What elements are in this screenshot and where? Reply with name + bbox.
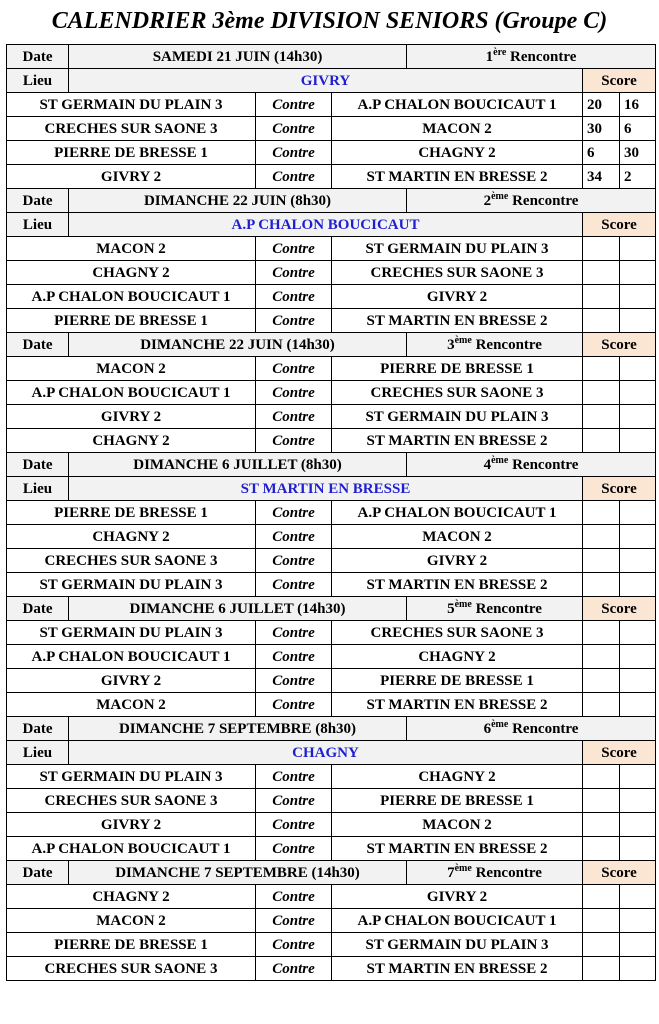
home-team: ST GERMAIN DU PLAIN 3: [7, 93, 256, 117]
away-team: CRECHES SUR SAONE 3: [332, 381, 583, 405]
away-score: [620, 765, 656, 789]
match-row: [7, 117, 656, 141]
home-team: CRECHES SUR SAONE 3: [7, 789, 256, 813]
round-number: [407, 333, 583, 357]
home-team: CRECHES SUR SAONE 3: [7, 957, 256, 981]
round-label: Rencontre: [475, 336, 542, 353]
home-team: MACON 2: [7, 909, 256, 933]
away-team: ST MARTIN EN BRESSE 2: [332, 165, 583, 189]
match-row: [7, 309, 656, 333]
venue-name: GIVRY: [69, 69, 583, 93]
round-label: Rencontre: [512, 192, 579, 209]
match-row: [7, 573, 656, 597]
away-score: [620, 573, 656, 597]
score-header: Score: [583, 69, 656, 93]
away-score: [620, 525, 656, 549]
home-score: [583, 645, 620, 669]
away-score: [620, 789, 656, 813]
home-team: CRECHES SUR SAONE 3: [7, 549, 256, 573]
versus-label: Contre: [256, 765, 332, 789]
match-row: [7, 957, 656, 981]
versus-label: Contre: [256, 549, 332, 573]
round-label: Rencontre: [510, 48, 577, 65]
away-team: GIVRY 2: [332, 285, 583, 309]
round-date: SAMEDI 21 JUIN (14h30): [69, 45, 407, 69]
round-number-suffix: ème: [454, 598, 472, 610]
round-number-value: 5: [447, 600, 455, 617]
date-label: Date: [7, 45, 69, 69]
versus-label: Contre: [256, 381, 332, 405]
home-score: 20: [583, 93, 620, 117]
away-team: PIERRE DE BRESSE 1: [332, 669, 583, 693]
away-score: [620, 381, 656, 405]
round-number-value: 1: [485, 48, 494, 65]
match-row: [7, 885, 656, 909]
away-team: MACON 2: [332, 525, 583, 549]
round-label: Rencontre: [512, 456, 579, 473]
home-score: 30: [583, 117, 620, 141]
away-team: ST MARTIN EN BRESSE 2: [332, 573, 583, 597]
away-score: [620, 645, 656, 669]
score-header: Score: [583, 741, 656, 765]
home-score: [583, 357, 620, 381]
venue-name: A.P CHALON BOUCICAUT: [69, 213, 583, 237]
away-score: [620, 693, 656, 717]
home-team: PIERRE DE BRESSE 1: [7, 501, 256, 525]
home-team: ST GERMAIN DU PLAIN 3: [7, 573, 256, 597]
round-date: DIMANCHE 6 JUILLET (14h30): [69, 597, 407, 621]
round-number: [407, 717, 656, 741]
round-number-value: 7: [447, 864, 455, 881]
venue-name: ST MARTIN EN BRESSE: [69, 477, 583, 501]
round-header-row: [7, 453, 656, 477]
away-team: ST MARTIN EN BRESSE 2: [332, 837, 583, 861]
round-number-suffix: ème: [454, 334, 472, 346]
round-date: DIMANCHE 6 JUILLET (8h30): [69, 453, 407, 477]
versus-label: Contre: [256, 285, 332, 309]
match-row: [7, 909, 656, 933]
away-score: [620, 885, 656, 909]
versus-label: Contre: [256, 693, 332, 717]
home-team: CHAGNY 2: [7, 429, 256, 453]
away-team: A.P CHALON BOUCICAUT 1: [332, 501, 583, 525]
round-header-row: [7, 861, 656, 885]
versus-label: Contre: [256, 501, 332, 525]
home-score: [583, 309, 620, 333]
home-score: [583, 405, 620, 429]
home-team: PIERRE DE BRESSE 1: [7, 933, 256, 957]
match-row: [7, 285, 656, 309]
home-score: [583, 813, 620, 837]
away-score: [620, 309, 656, 333]
round-date: DIMANCHE 22 JUIN (8h30): [69, 189, 407, 213]
home-score: [583, 429, 620, 453]
date-label: Date: [7, 717, 69, 741]
venue-name: CHAGNY: [69, 741, 583, 765]
versus-label: Contre: [256, 117, 332, 141]
home-score: [583, 957, 620, 981]
match-row: [7, 405, 656, 429]
home-team: A.P CHALON BOUCICAUT 1: [7, 837, 256, 861]
match-row: [7, 813, 656, 837]
round-number-value: 2: [483, 192, 492, 209]
home-score: [583, 237, 620, 261]
away-team: ST GERMAIN DU PLAIN 3: [332, 933, 583, 957]
schedule-table: [6, 44, 656, 981]
away-team: MACON 2: [332, 117, 583, 141]
home-score: [583, 909, 620, 933]
match-row: [7, 429, 656, 453]
home-team: PIERRE DE BRESSE 1: [7, 141, 256, 165]
round-number-suffix: ème: [454, 862, 472, 874]
versus-label: Contre: [256, 165, 332, 189]
away-team: ST GERMAIN DU PLAIN 3: [332, 405, 583, 429]
venue-row: [7, 477, 656, 501]
match-row: [7, 669, 656, 693]
round-label: Rencontre: [475, 864, 542, 881]
home-score: [583, 693, 620, 717]
home-team: A.P CHALON BOUCICAUT 1: [7, 381, 256, 405]
venue-row: [7, 741, 656, 765]
date-label: Date: [7, 597, 69, 621]
away-score: 6: [620, 117, 656, 141]
venue-row: [7, 213, 656, 237]
away-team: ST MARTIN EN BRESSE 2: [332, 693, 583, 717]
versus-label: Contre: [256, 573, 332, 597]
date-label: Date: [7, 453, 69, 477]
match-row: [7, 645, 656, 669]
away-team: A.P CHALON BOUCICAUT 1: [332, 909, 583, 933]
match-row: [7, 141, 656, 165]
away-score: [620, 549, 656, 573]
versus-label: Contre: [256, 237, 332, 261]
away-team: ST GERMAIN DU PLAIN 3: [332, 237, 583, 261]
round-date: DIMANCHE 22 JUIN (14h30): [69, 333, 407, 357]
match-row: [7, 93, 656, 117]
away-score: [620, 501, 656, 525]
versus-label: Contre: [256, 885, 332, 909]
match-row: [7, 357, 656, 381]
home-score: [583, 501, 620, 525]
versus-label: Contre: [256, 405, 332, 429]
versus-label: Contre: [256, 261, 332, 285]
versus-label: Contre: [256, 309, 332, 333]
away-score: [620, 405, 656, 429]
match-row: [7, 789, 656, 813]
away-team: ST MARTIN EN BRESSE 2: [332, 429, 583, 453]
match-row: [7, 837, 656, 861]
away-score: 16: [620, 93, 656, 117]
round-header-row: [7, 189, 656, 213]
away-score: [620, 621, 656, 645]
away-score: 2: [620, 165, 656, 189]
home-team: ST GERMAIN DU PLAIN 3: [7, 621, 256, 645]
away-team: CHAGNY 2: [332, 141, 583, 165]
away-score: [620, 261, 656, 285]
date-label: Date: [7, 333, 69, 357]
round-number: [407, 189, 656, 213]
round-header-row: [7, 597, 656, 621]
away-score: [620, 813, 656, 837]
round-header-row: [7, 717, 656, 741]
venue-row: [7, 69, 656, 93]
versus-label: Contre: [256, 141, 332, 165]
home-team: CHAGNY 2: [7, 885, 256, 909]
home-score: [583, 837, 620, 861]
home-team: MACON 2: [7, 693, 256, 717]
versus-label: Contre: [256, 429, 332, 453]
home-score: [583, 381, 620, 405]
home-team: CRECHES SUR SAONE 3: [7, 117, 256, 141]
versus-label: Contre: [256, 789, 332, 813]
page-title: CALENDRIER 3ème DIVISION SENIORS (Groupe C): [51, 8, 608, 34]
away-team: CHAGNY 2: [332, 765, 583, 789]
home-score: [583, 549, 620, 573]
versus-label: Contre: [256, 837, 332, 861]
match-row: [7, 525, 656, 549]
away-team: A.P CHALON BOUCICAUT 1: [332, 93, 583, 117]
away-score: [620, 285, 656, 309]
away-score: [620, 909, 656, 933]
match-row: [7, 501, 656, 525]
date-label: Date: [7, 189, 69, 213]
match-row: [7, 549, 656, 573]
home-team: CHAGNY 2: [7, 525, 256, 549]
round-number-suffix: ème: [491, 454, 509, 466]
round-header-row: [7, 45, 656, 69]
home-team: ST GERMAIN DU PLAIN 3: [7, 765, 256, 789]
round-number: [407, 861, 583, 885]
round-number-suffix: ème: [491, 718, 509, 730]
versus-label: Contre: [256, 357, 332, 381]
away-score: [620, 429, 656, 453]
round-number: [407, 45, 656, 69]
match-row: [7, 261, 656, 285]
round-number-value: 3: [447, 336, 455, 353]
away-team: ST MARTIN EN BRESSE 2: [332, 957, 583, 981]
match-row: [7, 693, 656, 717]
match-row: [7, 621, 656, 645]
home-team: MACON 2: [7, 357, 256, 381]
away-score: [620, 933, 656, 957]
home-score: [583, 261, 620, 285]
round-label: Rencontre: [512, 720, 579, 737]
home-score: 6: [583, 141, 620, 165]
score-header: Score: [583, 477, 656, 501]
versus-label: Contre: [256, 957, 332, 981]
home-score: [583, 285, 620, 309]
home-team: MACON 2: [7, 237, 256, 261]
home-score: [583, 765, 620, 789]
match-row: [7, 765, 656, 789]
away-score: [620, 837, 656, 861]
away-score: [620, 357, 656, 381]
venue-label: Lieu: [7, 213, 69, 237]
match-row: [7, 237, 656, 261]
match-row: [7, 933, 656, 957]
away-team: GIVRY 2: [332, 885, 583, 909]
round-number: [407, 453, 656, 477]
versus-label: Contre: [256, 93, 332, 117]
away-team: CHAGNY 2: [332, 645, 583, 669]
away-team: PIERRE DE BRESSE 1: [332, 789, 583, 813]
home-team: GIVRY 2: [7, 669, 256, 693]
home-score: [583, 669, 620, 693]
home-team: CHAGNY 2: [7, 261, 256, 285]
away-team: PIERRE DE BRESSE 1: [332, 357, 583, 381]
score-header: Score: [583, 333, 656, 357]
away-score: [620, 669, 656, 693]
match-row: [7, 381, 656, 405]
round-number-suffix: ème: [491, 190, 509, 202]
home-score: 34: [583, 165, 620, 189]
match-row: [7, 165, 656, 189]
away-team: ST MARTIN EN BRESSE 2: [332, 309, 583, 333]
round-date: DIMANCHE 7 SEPTEMBRE (8h30): [69, 717, 407, 741]
home-score: [583, 525, 620, 549]
home-score: [583, 933, 620, 957]
round-number: [407, 597, 583, 621]
away-team: CRECHES SUR SAONE 3: [332, 261, 583, 285]
home-team: PIERRE DE BRESSE 1: [7, 309, 256, 333]
versus-label: Contre: [256, 933, 332, 957]
round-number-value: 6: [483, 720, 492, 737]
home-score: [583, 789, 620, 813]
home-team: GIVRY 2: [7, 813, 256, 837]
versus-label: Contre: [256, 645, 332, 669]
round-header-row: [7, 333, 656, 357]
venue-label: Lieu: [7, 741, 69, 765]
home-team: A.P CHALON BOUCICAUT 1: [7, 645, 256, 669]
score-header: Score: [583, 597, 656, 621]
away-score: [620, 957, 656, 981]
home-score: [583, 885, 620, 909]
date-label: Date: [7, 861, 69, 885]
home-score: [583, 573, 620, 597]
away-team: GIVRY 2: [332, 549, 583, 573]
round-number-suffix: ère: [493, 46, 507, 58]
home-team: GIVRY 2: [7, 405, 256, 429]
away-team: CRECHES SUR SAONE 3: [332, 621, 583, 645]
versus-label: Contre: [256, 813, 332, 837]
away-score: 30: [620, 141, 656, 165]
round-date: DIMANCHE 7 SEPTEMBRE (14h30): [69, 861, 407, 885]
away-score: [620, 237, 656, 261]
versus-label: Contre: [256, 909, 332, 933]
away-team: MACON 2: [332, 813, 583, 837]
versus-label: Contre: [256, 525, 332, 549]
round-label: Rencontre: [475, 600, 542, 617]
versus-label: Contre: [256, 669, 332, 693]
home-team: GIVRY 2: [7, 165, 256, 189]
versus-label: Contre: [256, 621, 332, 645]
home-score: [583, 621, 620, 645]
round-number-value: 4: [483, 456, 492, 473]
venue-label: Lieu: [7, 69, 69, 93]
home-team: A.P CHALON BOUCICAUT 1: [7, 285, 256, 309]
score-header: Score: [583, 213, 656, 237]
score-header: Score: [583, 861, 656, 885]
venue-label: Lieu: [7, 477, 69, 501]
